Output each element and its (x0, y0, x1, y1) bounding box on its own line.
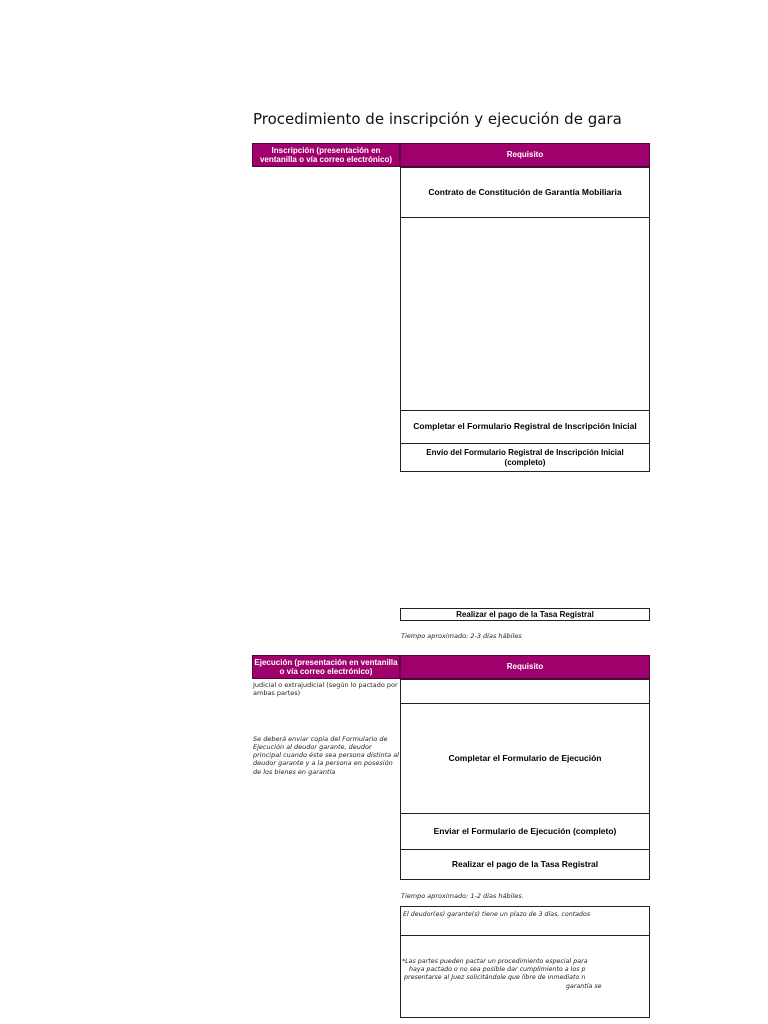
inscripcion-row-empty (400, 217, 650, 411)
inscripcion-header-left-label: Inscripción (presentación en ventanilla o vía correo electrónico) (259, 145, 393, 164)
ejecucion-header-right (400, 655, 650, 679)
inscripcion-row-pago (400, 608, 650, 621)
ejecucion-row-completar (400, 703, 650, 814)
inscripcion-row-label: Envío del Formulario Registral de Inscripción Inicial (completo) (426, 448, 624, 467)
inscripcion-header-right-label: Requisito (506, 150, 544, 160)
ejecucion-header-right-label: Requisito (506, 662, 544, 672)
ejecucion-header-left-label: Ejecución (presentación en ventanilla o vía correo electrónico) (254, 657, 398, 676)
inscripcion-row-envio (400, 443, 650, 472)
ejecucion-copia-note: Se deberá enviar copia del Formulario de Ejecución al deudor garante, deudor principal cuando éste sea persona distinta al deudor garante y a la persona en posesión de los bienes en garantía (253, 735, 399, 776)
plazo-note: El deudor(es) garante(s) tiene un plazo de 3 días, contados (403, 911, 591, 918)
partes-note-line: haya pactado o no sea posible dar cumplimiento a los p (409, 966, 586, 974)
inscripcion-tiempo: Tiempo aproximado: 2-3 días hábiles (401, 632, 522, 640)
inscripcion-row-contrato (400, 167, 650, 218)
inscripcion-row-completar (400, 410, 650, 444)
ejecucion-tipo-note: Judicial o extrajudicial (según lo pactado por ambas partes) (253, 681, 398, 698)
ejecucion-row-label: Completar el Formulario de Ejecución (448, 752, 602, 763)
plazo-note-box (400, 906, 650, 936)
ejecucion-row-label: Realizar el pago de la Tasa Registral (451, 858, 599, 869)
partes-note-line: presentarse al Juez solicitándole que libre de inmediato n (404, 974, 586, 982)
inscripcion-row-label: Contrato de Constitución de Garantía Mobiliaria (428, 186, 622, 197)
ejecucion-row-enviar (400, 813, 650, 850)
inscripcion-header-right (400, 143, 650, 167)
partes-note-line: *Las partes pueden pactar un procedimiento especial para (402, 958, 588, 965)
partes-note-line: garantía se (566, 982, 602, 990)
partes-note-box (400, 935, 650, 1018)
inscripcion-row-label: Realizar el pago de la Tasa Registral (456, 609, 594, 619)
ejecucion-tiempo: Tiempo aproximado: 1-2 días hábiles. (401, 892, 524, 900)
inscripcion-header-left (252, 143, 400, 167)
ejecucion-row-label: Enviar el Formulario de Ejecución (completo) (433, 825, 617, 836)
page-title: Procedimiento de inscripción y ejecución de gara (253, 110, 622, 128)
ejecucion-row-empty (400, 679, 650, 704)
ejecucion-header-left (252, 655, 400, 679)
inscripcion-row-label: Completar el Formulario Registral de Inscripción Inicial (413, 421, 637, 432)
ejecucion-row-pago (400, 849, 650, 880)
